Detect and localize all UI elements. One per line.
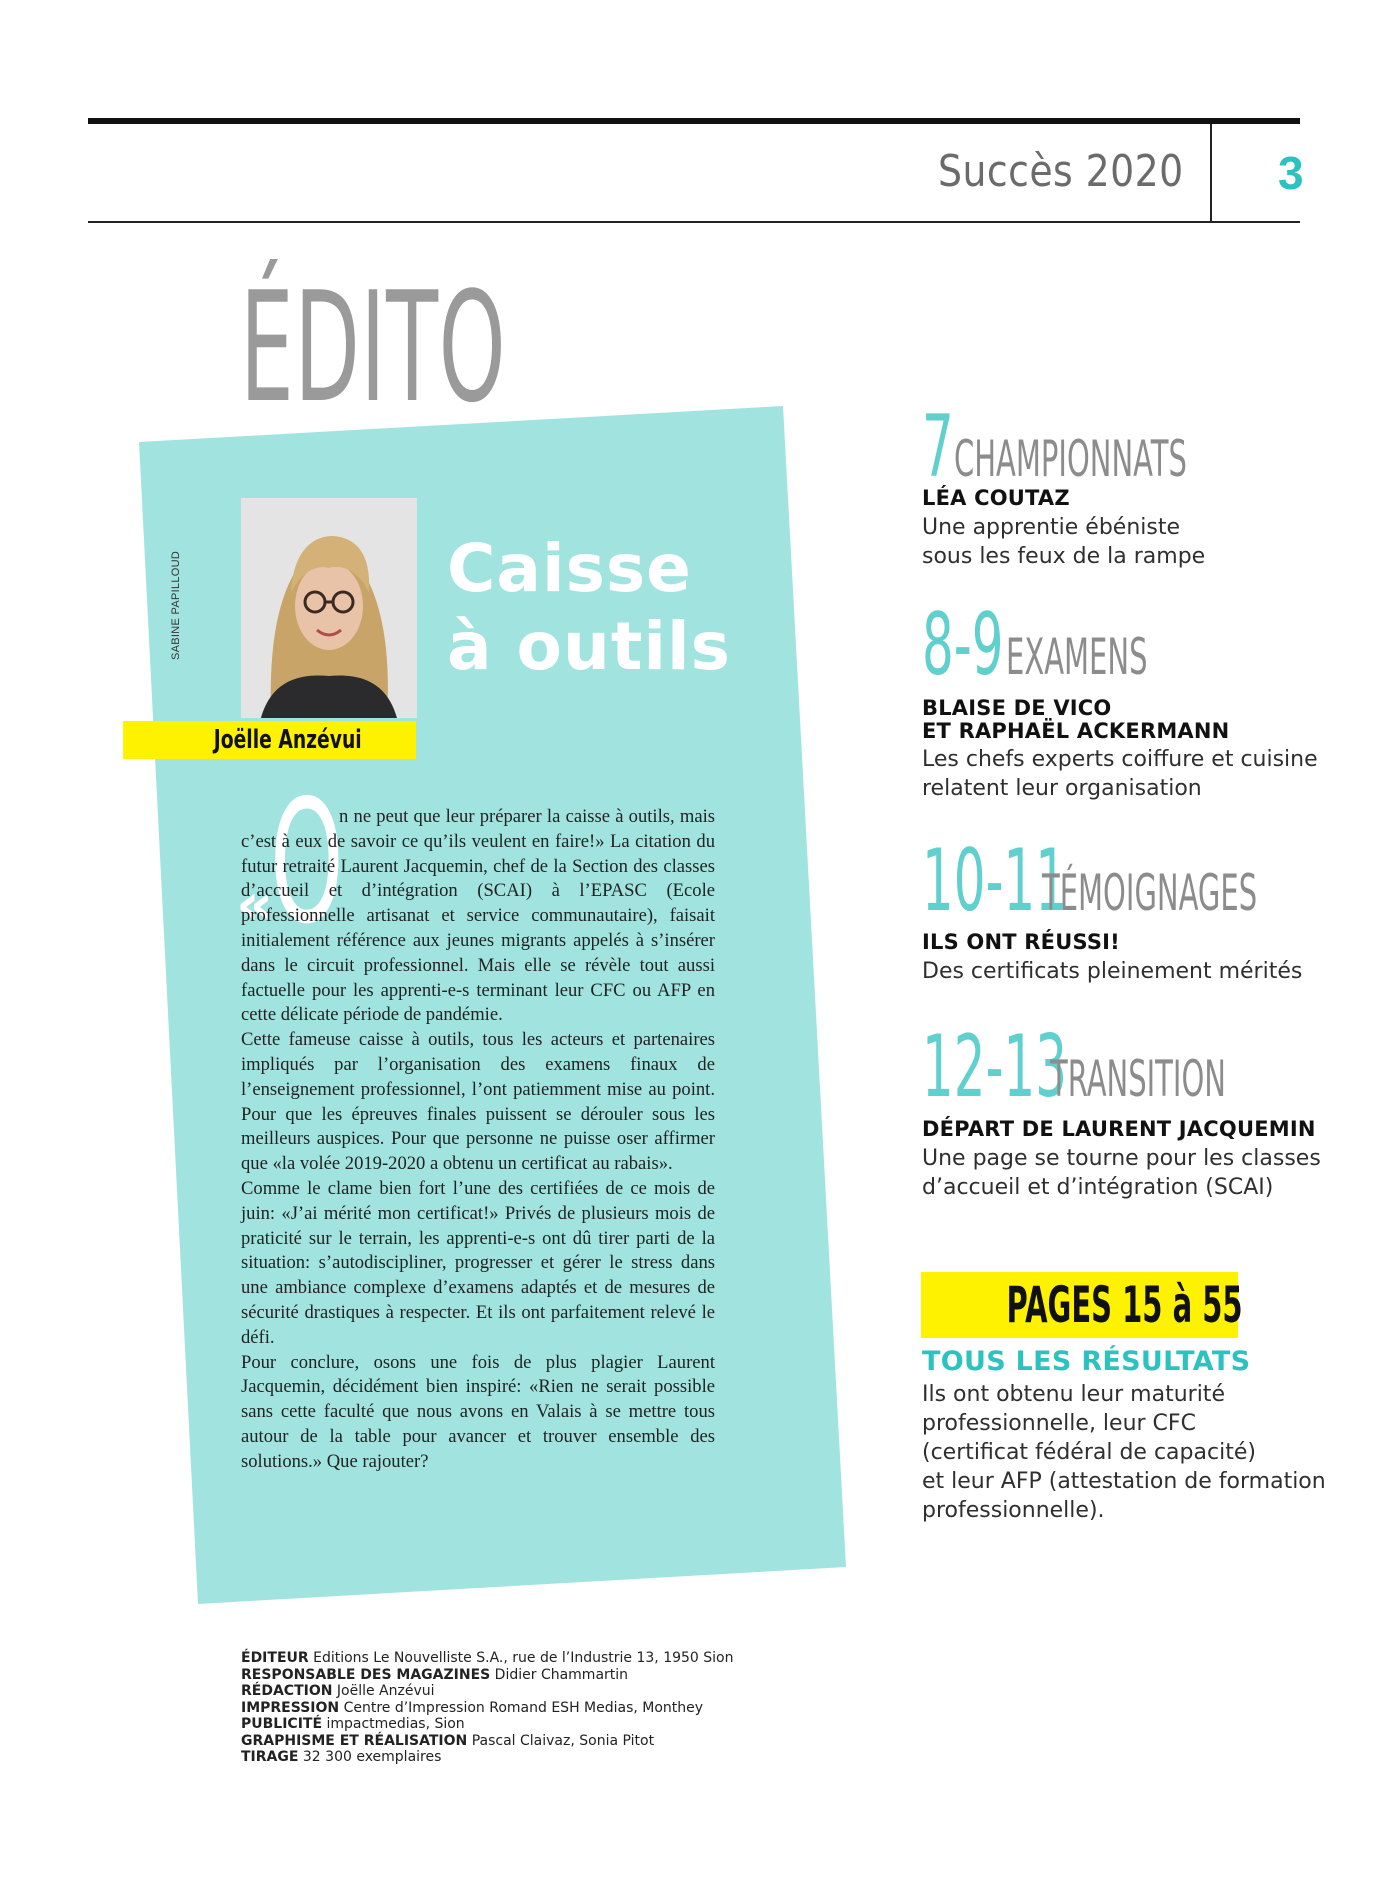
toc-entry-3-title: ILS ONT RÉUSSI! <box>922 930 1120 954</box>
results-desc-line-2: professionnelle, leur CFC <box>922 1411 1196 1436</box>
toc-entry-1-desc-line-2: sous les feux de la rampe <box>922 544 1206 569</box>
impressum-key: GRAPHISME ET RÉALISATION <box>241 1732 468 1749</box>
impressum-value: Centre d’Impression Romand ESH Medias, Monthey <box>343 1699 704 1716</box>
toc-entry-4-desc-line-1: Une page se tourne pour les classes <box>922 1146 1321 1171</box>
impressum-row <box>241 1716 734 1733</box>
pages-label <box>921 1272 1243 1338</box>
headline-line-1: Caisse <box>447 530 692 607</box>
headline-line-2: à outils <box>447 608 731 685</box>
impressum-value: impactmedias, Sion <box>326 1716 465 1732</box>
toc-entry-4-title: DÉPART DE LAURENT JACQUEMIN <box>922 1117 1316 1141</box>
impressum-row <box>241 1683 734 1700</box>
toc-entry-1-title: LÉA COUTAZ <box>922 486 1070 510</box>
impressum-value: Editions Le Nouvelliste S.A., rue de l’Industrie 13, 1950 Sion <box>313 1650 734 1666</box>
author-name-text: Joëlle Anzévui <box>213 725 362 755</box>
impressum-key: ÉDITEUR <box>241 1650 309 1666</box>
impressum-row <box>241 1667 734 1684</box>
toc-entry-3-heading <box>922 831 1342 931</box>
toc-entry-3-label: TÉMOIGNAGES <box>1042 864 1258 922</box>
running-title: Succès 2020 <box>938 146 1184 197</box>
edito-paragraph-3: Comme le clame bien fort l’une des certifiées de ce mois de juin: «J’ai mérité mon certificat!» Privés de plusieurs mois de praticité sur le terrain, les apprenti-e-s ont dû tirer parti de la situation: s’autodiscipliner, progresser et gérer le stress dans une ambiance complexe d’examens adaptés et de mesures de sécurité drastiques à respecter. Et ils ont parfaitement relevé le défi. <box>241 1177 715 1348</box>
impressum-row <box>241 1733 734 1750</box>
impressum-key: RESPONSABLE DES MAGAZINES <box>241 1666 491 1683</box>
edito-paragraph-1: n ne peut que leur préparer la caisse à outils, mais c’est à eux de savoir ce qu’ils veulent en faire!» La citation du futur retraité Laurent Jacquemin, chef de la Section des classes d’accueil et d’intégration (SCAI) à l’EPASC (Ecole professionnelle artisanat et service communautaire), faisait initialement référence aux jeunes migrants appelés à s’insérer dans le circuit professionnel. Mais elle se révèle tout aussi factuelle pour les apprenti-e-s terminant leur CFC ou AFP en cette délicate période de pandémie. <box>241 806 715 1026</box>
impressum-key: RÉDACTION <box>241 1683 333 1699</box>
drop-cap: O <box>270 764 344 962</box>
toc-entry-4-label: TRANSITION <box>1050 1050 1226 1108</box>
toc-entry-4-pages: 12-13 <box>922 1017 1067 1117</box>
impressum-value: Didier Chammartin <box>494 1666 629 1683</box>
impressum-row <box>241 1650 734 1667</box>
edito-headline <box>447 530 731 686</box>
results-desc <box>922 1380 1342 1525</box>
edito-paragraph-4: Pour conclure, osons une fois de plus plagier Laurent Jacquemin, décidément bien inspiré: «Rien ne serait possible sans cette faculté que nous avons en Valais à se mettre tous autour de la table pour avancer et trouver ensemble des solutions.» Que rajouter? <box>241 1351 715 1472</box>
photo-credit: SABINE PAPILLOUD <box>170 550 182 660</box>
impressum-key: IMPRESSION <box>241 1699 340 1716</box>
toc-entry-2-label: EXAMENS <box>1006 628 1148 686</box>
opening-quote-mark: « <box>236 870 274 938</box>
impressum-value: 32 300 exemplaires <box>302 1749 442 1765</box>
toc-entry-3-pages: 10-11 <box>922 831 1067 931</box>
toc-entry-2-title-line-1: BLAISE DE VICO <box>922 696 1112 720</box>
impressum-key: TIRAGE <box>241 1749 299 1765</box>
toc-entry-2-desc-line-2: relatent leur organisation <box>922 776 1202 801</box>
toc-entry-2-title <box>922 697 1229 743</box>
section-title: ÉDITO <box>240 259 507 436</box>
impressum-value: Pascal Claivaz, Sonia Pitot <box>471 1732 655 1749</box>
pages-label-text: PAGES 15 à 55 <box>1006 1276 1243 1334</box>
toc-entry-4-heading <box>922 1017 1342 1117</box>
toc-entry-2-desc-line-1: Les chefs experts coiffure et cuisine <box>922 747 1318 772</box>
edito-paragraph-2: Cette fameuse caisse à outils, tous les acteurs et partenaires impliqués par l’organisation des examens finaux de l’enseignement professionnel, l’ont patiemment mise au point. Pour que les épreuves finales puissent se dérouler sous les meilleurs auspices. Pour que personne ne puisse oser affirmer que «la volée 2019-2020 a obtenu un certificat au rabais». <box>241 1029 715 1175</box>
toc-entry-2-title-line-2: ET RAPHAËL ACKERMANN <box>922 719 1230 743</box>
impressum-row <box>241 1700 734 1717</box>
results-desc-line-3: (certificat fédéral de capacité) <box>922 1440 1256 1465</box>
page-number: 3 <box>1278 147 1304 199</box>
toc-entry-1-heading <box>922 397 1342 497</box>
impressum-value: Joëlle Anzévui <box>336 1683 435 1699</box>
toc-entry-2-heading <box>922 595 1342 695</box>
toc-entry-1-desc <box>922 513 1205 571</box>
impressum-key: PUBLICITÉ <box>241 1716 323 1732</box>
author-photo <box>241 498 417 718</box>
impressum-row <box>241 1749 734 1766</box>
portrait-illustration <box>241 498 417 718</box>
impressum <box>241 1650 734 1766</box>
toc-entry-2-desc <box>922 745 1318 803</box>
toc-entry-1-desc-line-1: Une apprentie ébéniste <box>922 515 1181 540</box>
toc-entry-3-desc-line-1: Des certificats pleinement mérités <box>922 959 1303 984</box>
toc-entry-1-label: CHAMPIONNATS <box>954 430 1187 488</box>
edito-body <box>241 805 715 1475</box>
results-title: TOUS LES RÉSULTATS <box>922 1346 1251 1377</box>
toc-entry-4-desc-line-2: d’accueil et d’intégration (SCAI) <box>922 1175 1274 1200</box>
toc-entry-4-desc <box>922 1144 1321 1202</box>
toc-entry-2-pages: 8-9 <box>922 595 1004 695</box>
results-desc-line-4: et leur AFP (attestation de formation <box>922 1469 1326 1494</box>
toc-entry-3-desc <box>922 957 1302 986</box>
results-desc-line-1: Ils ont obtenu leur maturité <box>922 1382 1225 1407</box>
results-desc-line-5: professionnelle). <box>922 1498 1105 1523</box>
author-name <box>123 721 416 759</box>
toc-entry-1-pages: 7 <box>922 397 954 497</box>
